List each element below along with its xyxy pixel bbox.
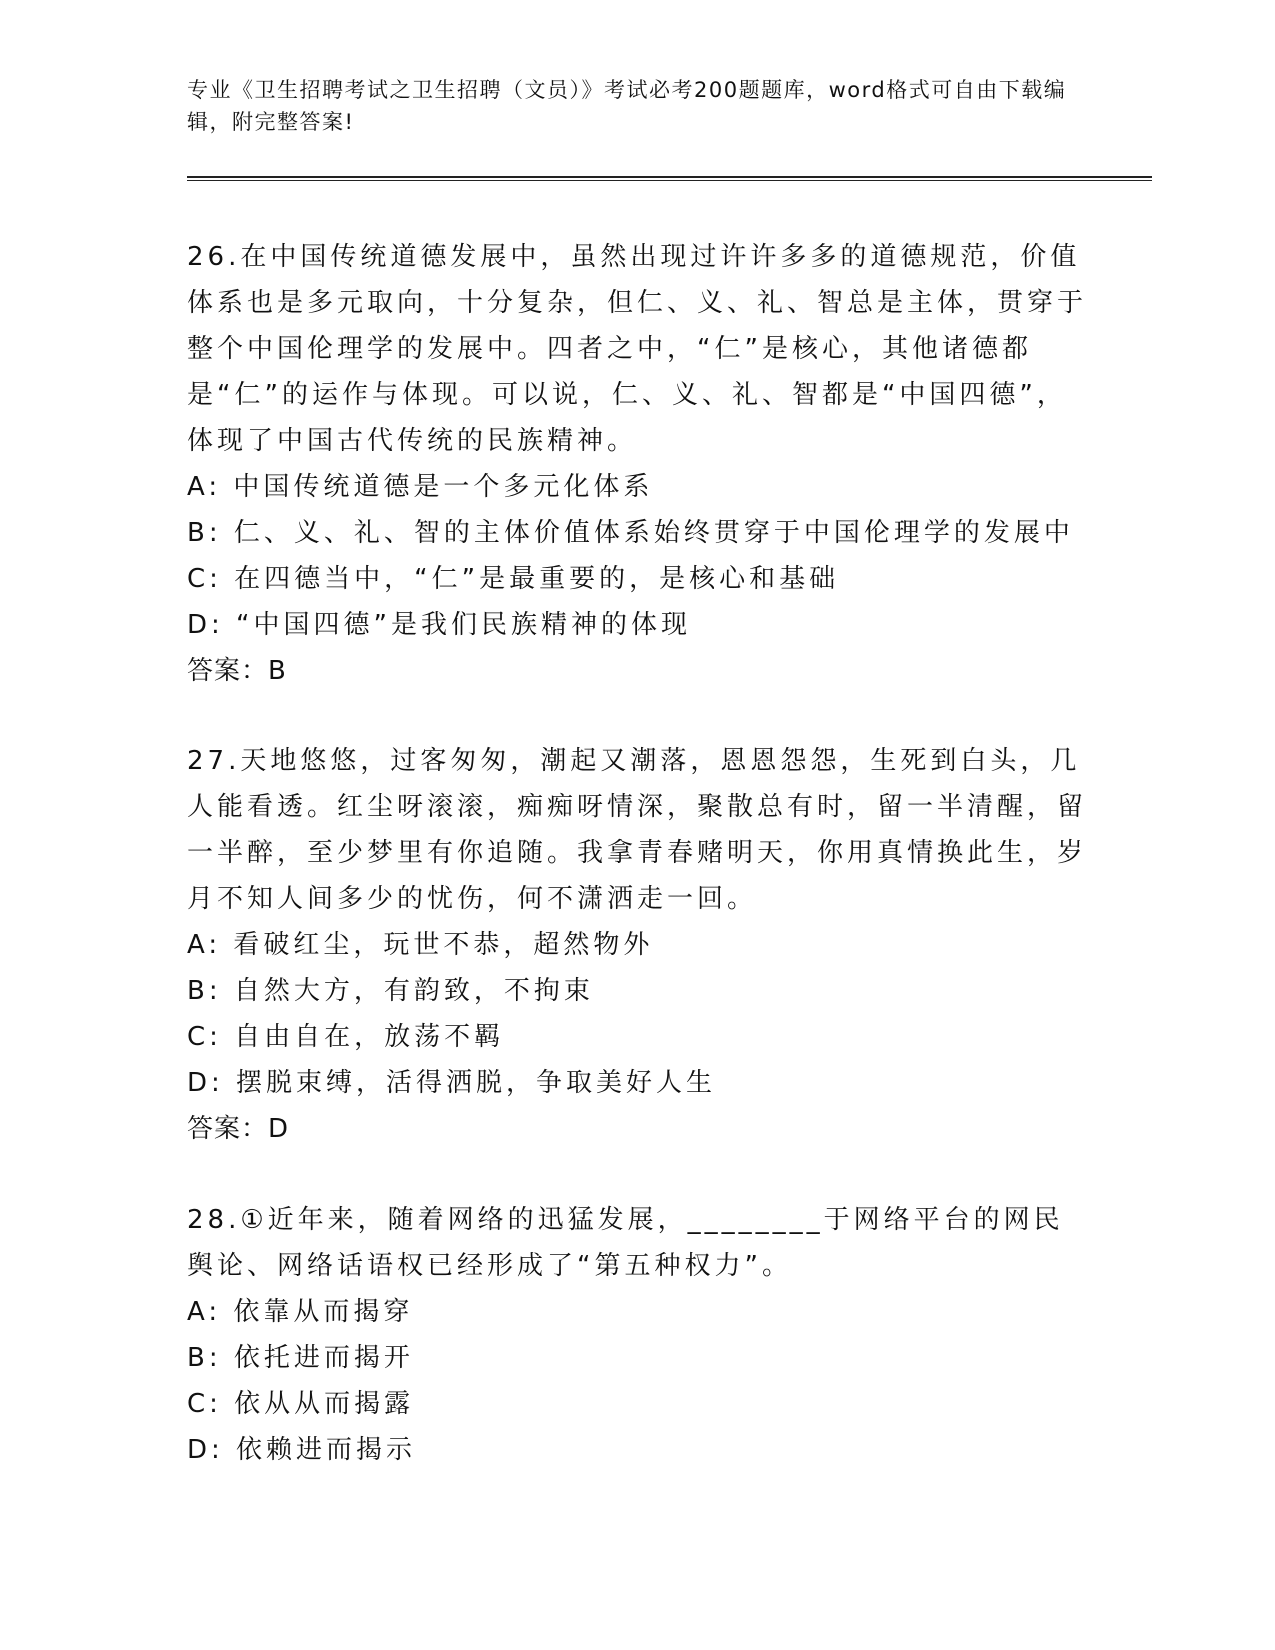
option-c: C: 自由自在，放荡不羁 xyxy=(187,1022,505,1052)
option-a: A: 看破红尘，玩世不恭，超然物外 xyxy=(187,930,654,960)
option-b: B: 自然大方，有韵致，不拘束 xyxy=(187,976,594,1006)
question-27 xyxy=(187,738,1087,1152)
header-text: 专业《卫生招聘考试之卫生招聘（文员）》考试必考200题题库，word格式可自由下载编辑，附完整答案! xyxy=(187,78,1067,134)
option-d: D: 依赖进而揭示 xyxy=(187,1435,417,1465)
question-26 xyxy=(187,234,1087,694)
option-c: C: 在四德当中，“仁”是最重要的，是核心和基础 xyxy=(187,564,840,594)
question-stem: 26.在中国传统道德发展中，虽然出现过许许多多的道德规范，价值体系也是多元取向，十分复杂，但仁、义、礼、智总是主体，贯穿于整个中国伦理学的发展中。四者之中，“仁”是核心，其他诸德都是“仁”的运作与体现。可以说，仁、义、礼、智都是“中国四德”，体现了中国古代传统的民族精神。 xyxy=(187,242,1088,456)
option-a: A: 中国传统道德是一个多元化体系 xyxy=(187,472,654,502)
question-stem: 28.①近年来，随着网络的迅猛发展，________于网络平台的网民舆论、网络话语权已经形成了“第五种权力”。 xyxy=(187,1205,1064,1281)
question-stem: 27.天地悠悠，过客匆匆，潮起又潮落，恩恩怨怨，生死到白头，几人能看透。红尘呀滚滚，痴痴呀情深，聚散总有时，留一半清醒，留一半醉，至少梦里有你追随。我拿青春赌明天，你用真情换此生，岁月不知人间多少的忧伤，何不潇洒走一回。 xyxy=(187,746,1088,914)
option-c: C: 依从从而揭露 xyxy=(187,1389,415,1419)
option-a: A: 依靠从而揭穿 xyxy=(187,1297,414,1327)
option-b: B: 仁、义、礼、智的主体价值体系始终贯穿于中国伦理学的发展中 xyxy=(187,518,1074,548)
header-divider xyxy=(187,176,1152,181)
answer: 答案：D xyxy=(187,1114,290,1144)
question-28 xyxy=(187,1197,1087,1473)
option-d: D: 摆脱束缚，活得洒脱，争取美好人生 xyxy=(187,1068,717,1098)
option-b: B: 依托进而揭开 xyxy=(187,1343,414,1373)
option-d: D: “中国四德”是我们民族精神的体现 xyxy=(187,610,691,640)
page-header xyxy=(187,74,1087,138)
answer: 答案：B xyxy=(187,656,287,686)
